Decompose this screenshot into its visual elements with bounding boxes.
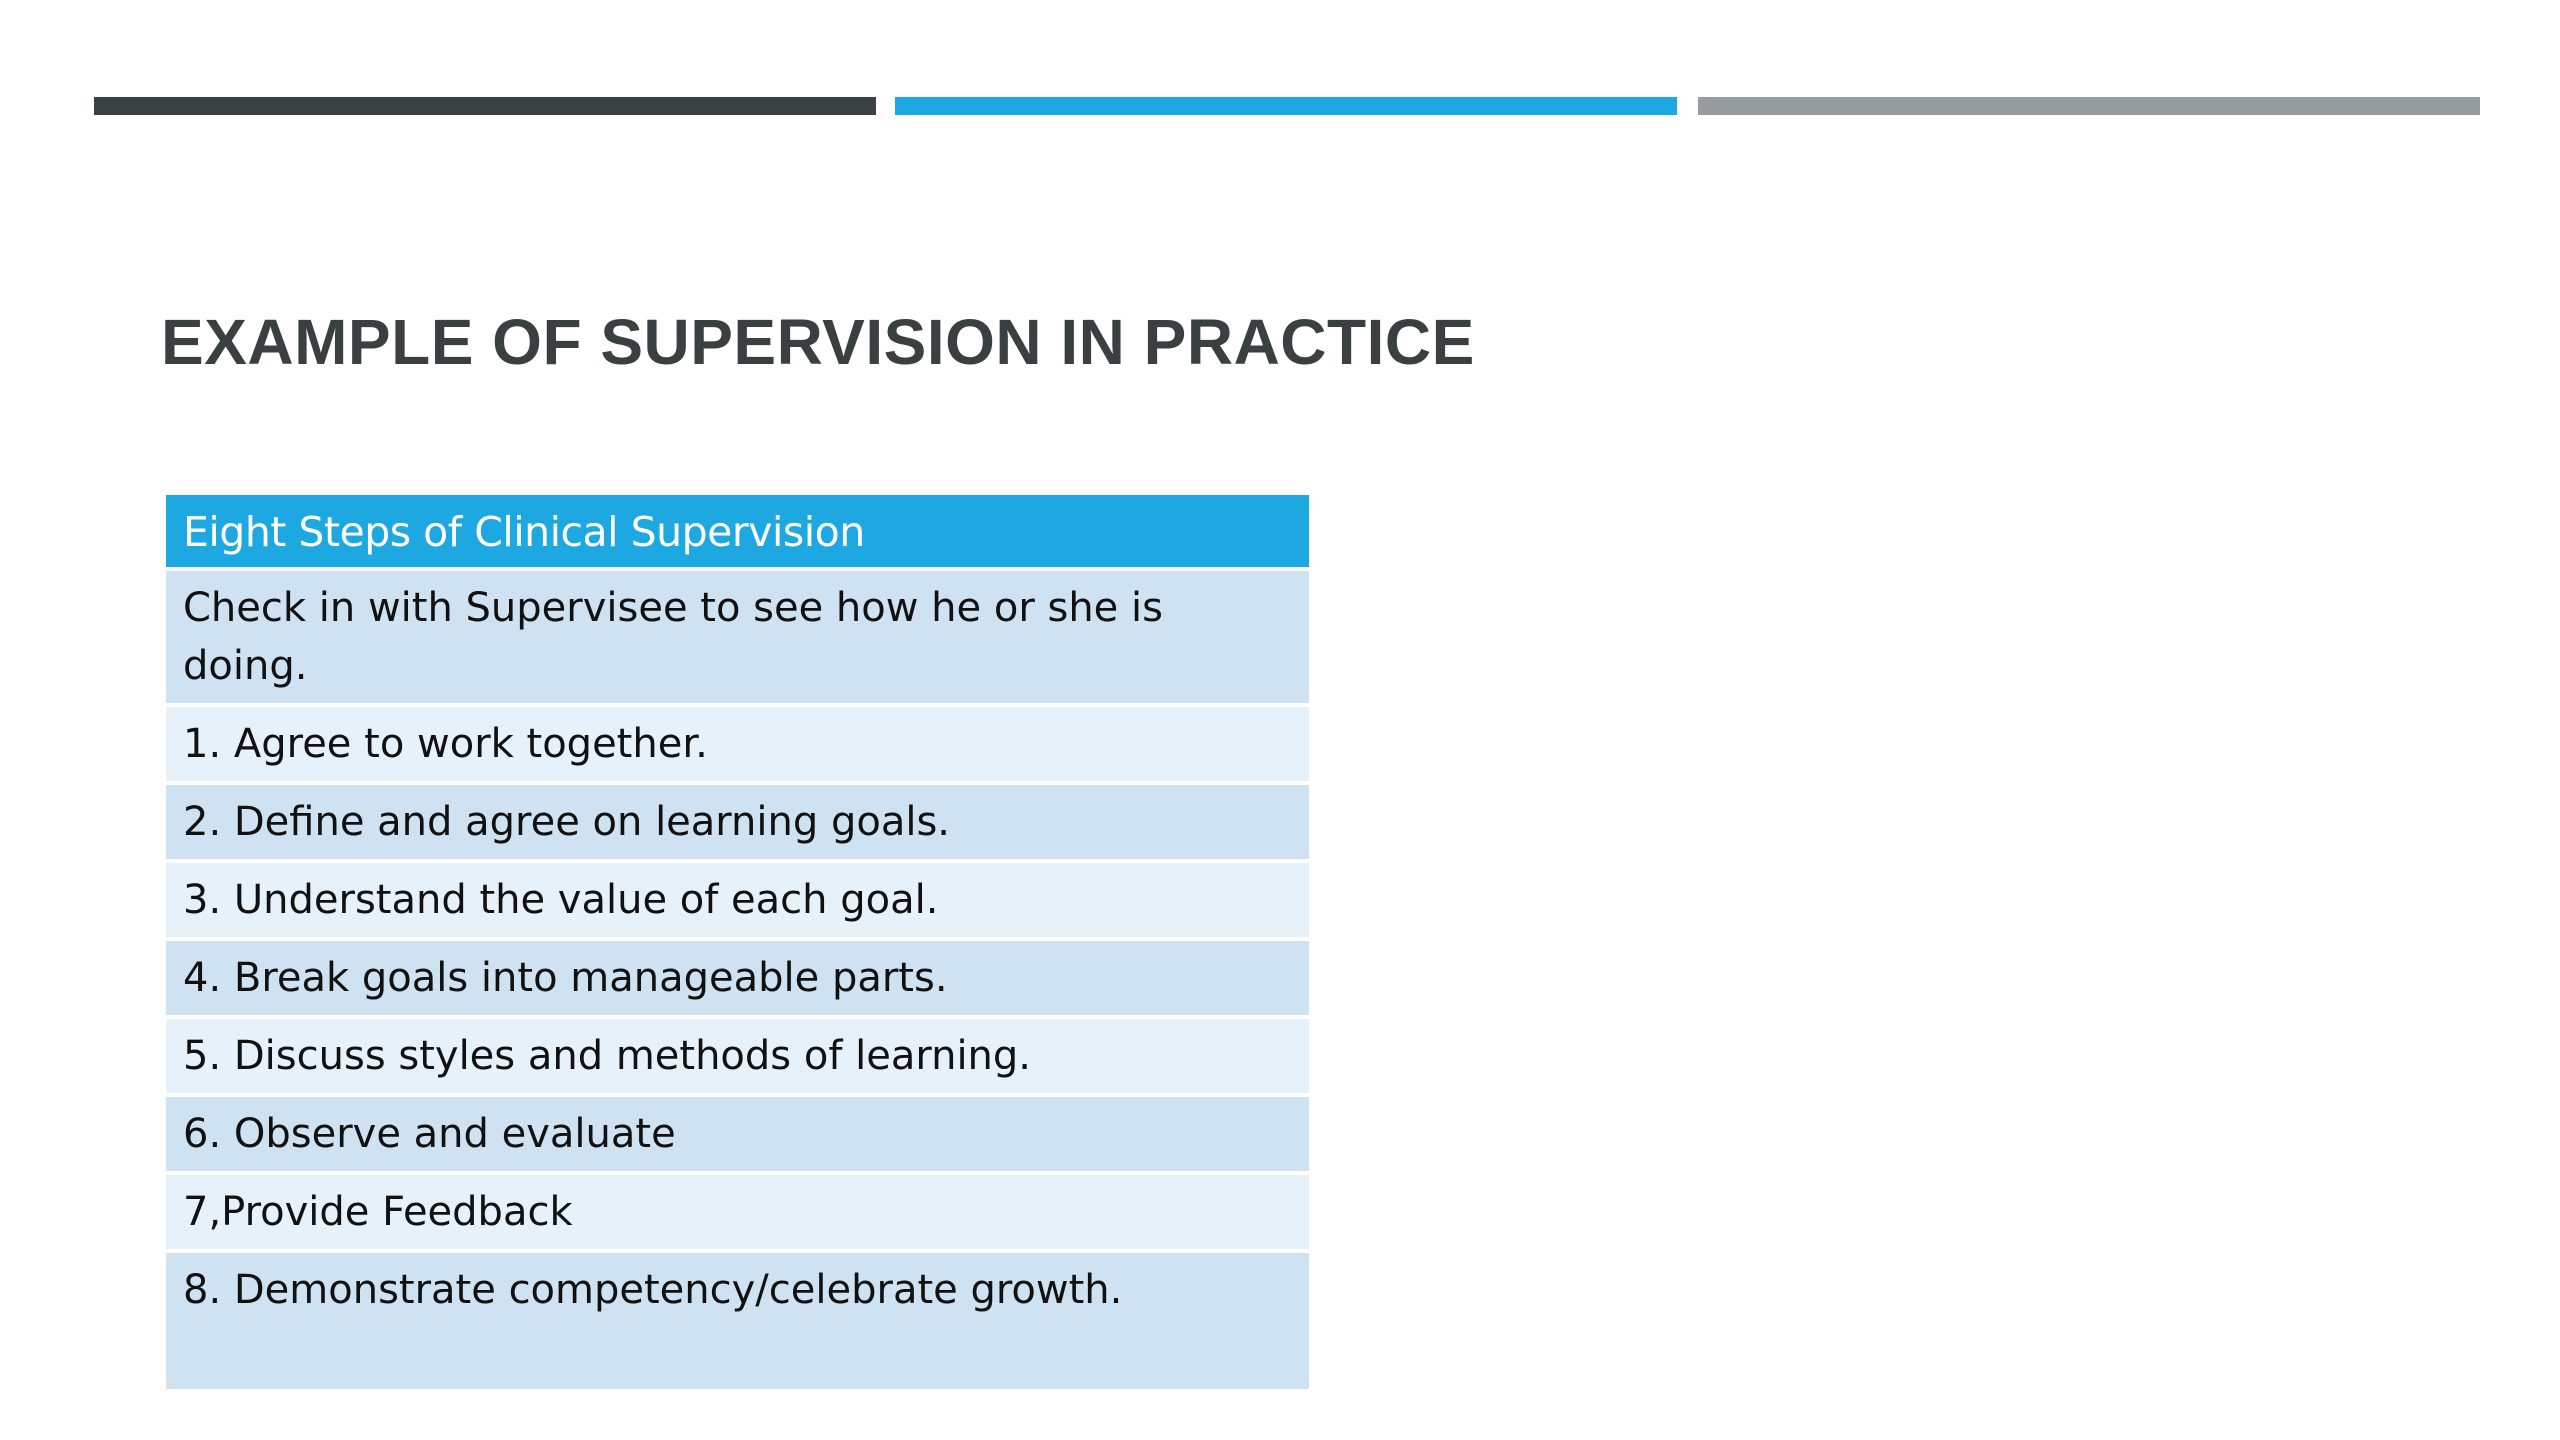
table-header: Eight Steps of Clinical Supervision xyxy=(166,495,1309,571)
table-cell: 7,Provide Feedback xyxy=(166,1175,1309,1253)
table-row xyxy=(166,941,1309,1019)
accent-bar-blue xyxy=(895,97,1677,115)
table-cell: 4. Break goals into manageable parts. xyxy=(166,941,1309,1019)
table-cell: 8. Demonstrate competency/celebrate growth. xyxy=(166,1253,1309,1389)
table-cell: 2. Define and agree on learning goals. xyxy=(166,785,1309,863)
table-cell: Check in with Supervisee to see how he or she is doing. xyxy=(166,571,1309,707)
steps-table xyxy=(166,495,1309,1389)
table-row xyxy=(166,785,1309,863)
table-header-row xyxy=(166,495,1309,571)
table-cell: 1. Agree to work together. xyxy=(166,707,1309,785)
table-row xyxy=(166,1175,1309,1253)
table-row xyxy=(166,1097,1309,1175)
table-row xyxy=(166,863,1309,941)
table-row xyxy=(166,1019,1309,1097)
table-cell: 5. Discuss styles and methods of learning. xyxy=(166,1019,1309,1097)
accent-bar-gray xyxy=(1698,97,2480,115)
table-cell: 3. Understand the value of each goal. xyxy=(166,863,1309,941)
table-row xyxy=(166,707,1309,785)
table-cell: 6. Observe and evaluate xyxy=(166,1097,1309,1175)
slide-title: EXAMPLE OF SUPERVISION IN PRACTICE xyxy=(161,306,1475,378)
table-row xyxy=(166,1253,1309,1389)
table-row xyxy=(166,571,1309,707)
accent-bar-dark xyxy=(94,97,876,115)
